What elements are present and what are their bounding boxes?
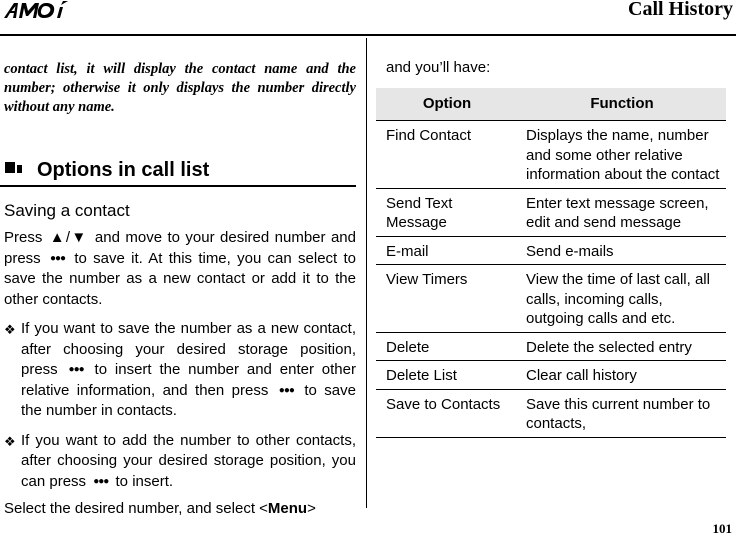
header-rule — [0, 34, 736, 36]
table-row — [376, 265, 726, 333]
page-number: 101 — [712, 521, 732, 536]
function-cell: Clear call history — [518, 361, 726, 390]
bullet1-text-2: to insert the number and enter other relative information, and then press — [21, 361, 356, 399]
saving-paragraph — [4, 228, 356, 310]
column-header-function: Function — [518, 88, 726, 121]
bullet1-text-3: to save the number in contacts. — [21, 381, 356, 419]
option-cell: Save to Contacts — [376, 389, 518, 437]
function-cell: Delete the selected entry — [518, 332, 726, 361]
section-title: Options in call list — [37, 159, 210, 181]
softkey-icon: ●●● — [278, 384, 294, 396]
intro-paragraph: contact list, it will display the contact name and the number; otherwise it only displays the number directly without any name. — [4, 61, 356, 115]
subheading: Saving a contact — [4, 201, 130, 220]
table-row — [376, 332, 726, 361]
left-column — [4, 60, 356, 520]
option-cell: Delete — [376, 332, 518, 361]
function-cell: Enter text message screen, edit and send message — [518, 188, 726, 236]
softkey-icon: ●●● — [68, 364, 84, 375]
column-header-option: Option — [376, 88, 518, 121]
up-down-keys-icon: ▲/▼ — [49, 229, 88, 246]
table-header-row — [376, 88, 726, 121]
table-row — [376, 361, 726, 390]
option-cell: Send Text Message — [376, 188, 518, 236]
softkey-icon: ●●● — [49, 252, 66, 264]
option-cell: Delete List — [376, 361, 518, 390]
para-text-1: and move to your desired number and press — [4, 229, 356, 267]
header-title: Call History — [628, 0, 733, 20]
para-text-2: to save it. At this time, you can select to save the number as a new contact or add it to the other contacts. — [4, 249, 356, 308]
option-cell: E-mail — [376, 236, 518, 265]
table-row — [376, 236, 726, 265]
option-cell: Find Contact — [376, 121, 518, 189]
closing-text: Select the desired number, and select < — [4, 500, 268, 517]
diamond-bullet-icon: ❖ — [4, 433, 16, 449]
bullet2-text-2: to insert. — [115, 472, 174, 490]
table-row — [376, 188, 726, 236]
options-table — [376, 88, 726, 438]
column-divider — [366, 38, 367, 508]
bullet-other-contacts — [4, 431, 356, 493]
menu-keyword: Menu — [267, 500, 308, 517]
section-heading — [4, 157, 356, 183]
table-intro: and you’ll have: — [386, 59, 491, 76]
table-row — [376, 121, 726, 189]
press-text: Press — [4, 229, 43, 246]
function-cell: View the time of last call, all calls, incoming calls, outgoing calls and etc. — [518, 265, 726, 333]
amoi-logo — [2, 0, 72, 20]
function-cell: Send e-mails — [518, 236, 726, 265]
diamond-bullet-icon: ❖ — [4, 322, 16, 337]
right-column — [386, 58, 736, 438]
section-square-icon — [4, 161, 24, 175]
softkey-icon: ●●● — [93, 475, 109, 487]
option-cell: View Timers — [376, 265, 518, 333]
bullet-new-contact — [4, 319, 356, 422]
section-rule — [0, 185, 356, 187]
function-cell: Displays the name, number and some other relative information about the contact — [518, 121, 726, 189]
closing-end: > — [307, 500, 316, 517]
bullet2-text-1: If you want to add the number to other contacts, after choosing your desired storage position, you can press — [21, 431, 356, 490]
table-row — [376, 389, 726, 437]
closing-paragraph — [4, 499, 356, 520]
bullet1-text-1: If you want to save the number as a new contact, after choosing your desired storage position, press — [21, 320, 356, 378]
function-cell: Save this current number to contacts, — [518, 389, 726, 437]
